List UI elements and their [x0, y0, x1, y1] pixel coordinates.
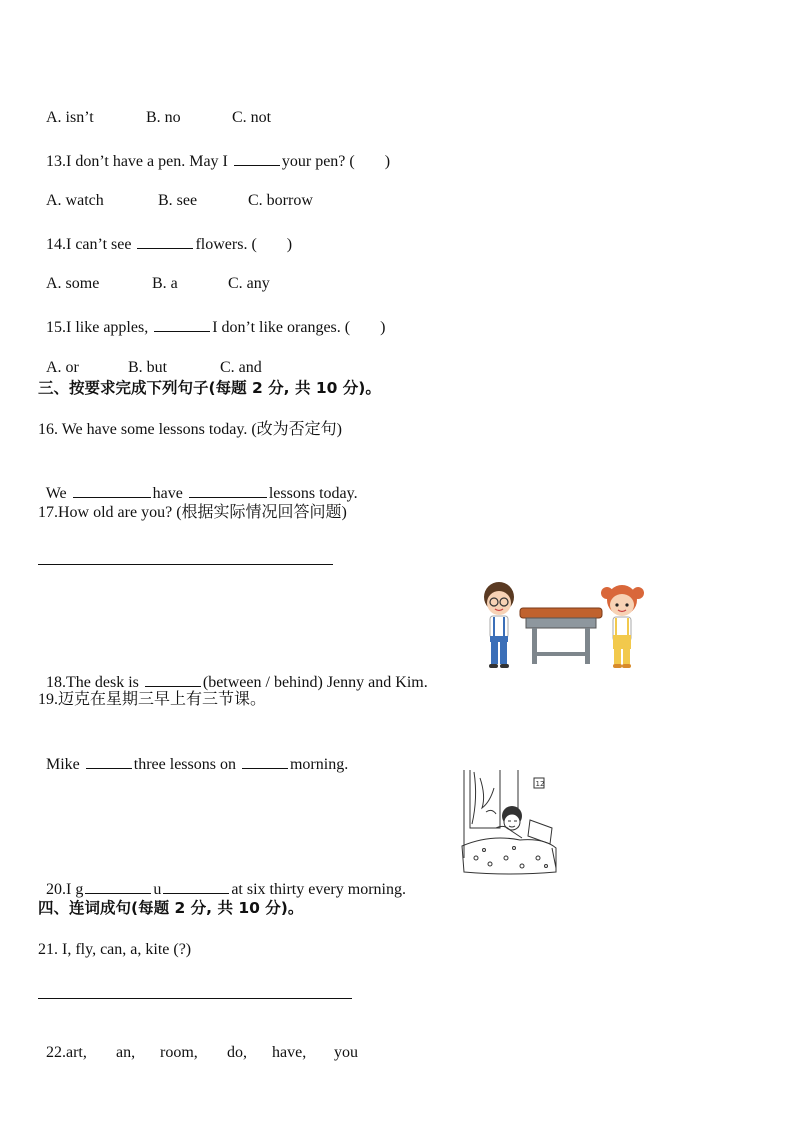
q18-blank[interactable]	[145, 671, 201, 687]
q20-wake-up-illustration	[460, 768, 560, 876]
q18-question	[38, 651, 428, 693]
q15-text-after: I don’t like oranges. (	[212, 319, 351, 336]
q14-text-before: 14.I can’t see	[46, 236, 136, 253]
q15-question	[38, 296, 385, 338]
q16-prompt: 16. We have some lessons today. (改为否定句)	[38, 421, 343, 438]
q16-answer-start: We	[45, 485, 71, 502]
q18-text-after: (between / behind) Jenny and Kim.	[202, 674, 428, 691]
q16-answer	[38, 462, 358, 504]
q14-option-c: C. any	[228, 275, 270, 292]
q20-blank-1[interactable]	[85, 878, 151, 894]
q13-paren-close: )	[384, 153, 391, 170]
q20-question	[38, 858, 406, 900]
q14-text-after: flowers. (	[195, 236, 257, 253]
q17-answer-line[interactable]	[38, 564, 333, 565]
q13-option-a: A. watch	[46, 192, 104, 209]
q22-word-3: room,	[160, 1044, 198, 1061]
q14-blank[interactable]	[137, 233, 193, 249]
q19-answer	[38, 733, 348, 775]
q21-answer-line[interactable]	[38, 998, 352, 999]
q16-answer-end: lessons today.	[268, 485, 358, 502]
q22-word-6: you	[334, 1044, 358, 1061]
pillow	[528, 820, 552, 844]
q22-word-5: have,	[272, 1044, 307, 1061]
q12-options	[38, 88, 271, 128]
q13-text-before: 13.I don’t have a pen. May I	[46, 153, 232, 170]
q19-blank-1[interactable]	[86, 753, 132, 769]
q13-option-c: C. borrow	[248, 192, 313, 209]
girl-figure	[601, 585, 644, 668]
q22-prompt	[38, 1023, 358, 1063]
q14-option-a: A. some	[46, 275, 100, 292]
q14-option-b: B. a	[152, 275, 178, 292]
q13-text-after: your pen? (	[281, 153, 355, 170]
section-4-heading: 四、连词成句(每题 2 分, 共 10 分)。	[38, 899, 304, 917]
q15-option-b: B. but	[128, 359, 168, 376]
q12-option-c: C. not	[232, 109, 272, 126]
q15-text-before: 15.I like apples,	[46, 319, 153, 336]
q20-text-1: 20.I g	[46, 881, 84, 898]
boy-figure	[484, 582, 514, 668]
q17-prompt: 17.How old are you? (根据实际情况回答问题)	[38, 504, 347, 521]
q22-word-2: an,	[116, 1044, 136, 1061]
q16-blank-2[interactable]	[189, 482, 267, 498]
q15-options	[38, 338, 262, 378]
q13-option-b: B. see	[158, 192, 198, 209]
q14-paren-close: )	[286, 236, 293, 253]
q19-answer-end: morning.	[289, 756, 349, 773]
q13-blank[interactable]	[234, 150, 280, 166]
q20-blank-2[interactable]	[163, 878, 229, 894]
q13-question	[38, 130, 390, 172]
q12-option-b: B. no	[146, 109, 181, 126]
section-3-heading: 三、按要求完成下列句子(每题 2 分, 共 10 分)。	[38, 379, 381, 397]
q12-option-a: A. isn’t	[46, 109, 94, 126]
q16-answer-middle: have	[152, 485, 187, 502]
q14-question	[38, 213, 292, 255]
q22-word-1: 22.art,	[46, 1044, 87, 1061]
q20-text-3: at six thirty every morning.	[231, 881, 406, 898]
q15-blank[interactable]	[154, 316, 210, 332]
q19-blank-2[interactable]	[242, 753, 288, 769]
q16-blank-1[interactable]	[73, 482, 151, 498]
desk-figure	[520, 608, 602, 664]
q14-options	[38, 254, 270, 294]
q19-answer-start: Mike	[46, 756, 84, 773]
q15-option-c: C. and	[220, 359, 262, 376]
q13-options	[38, 171, 313, 211]
q19-answer-middle: three lessons on	[133, 756, 240, 773]
q18-desk-illustration	[476, 580, 650, 670]
q15-paren-close: )	[380, 319, 386, 336]
q21-prompt: 21. I, fly, can, a, kite (?)	[38, 941, 192, 958]
q19-prompt: 19.迈克在星期三早上有三节课。	[38, 691, 267, 708]
q15-option-a: A. or	[46, 359, 79, 376]
q20-text-2: u	[153, 881, 162, 898]
q18-text-before: 18.The desk is	[46, 674, 143, 691]
clock-label: 12	[535, 780, 545, 788]
q22-word-4: do,	[227, 1044, 247, 1061]
